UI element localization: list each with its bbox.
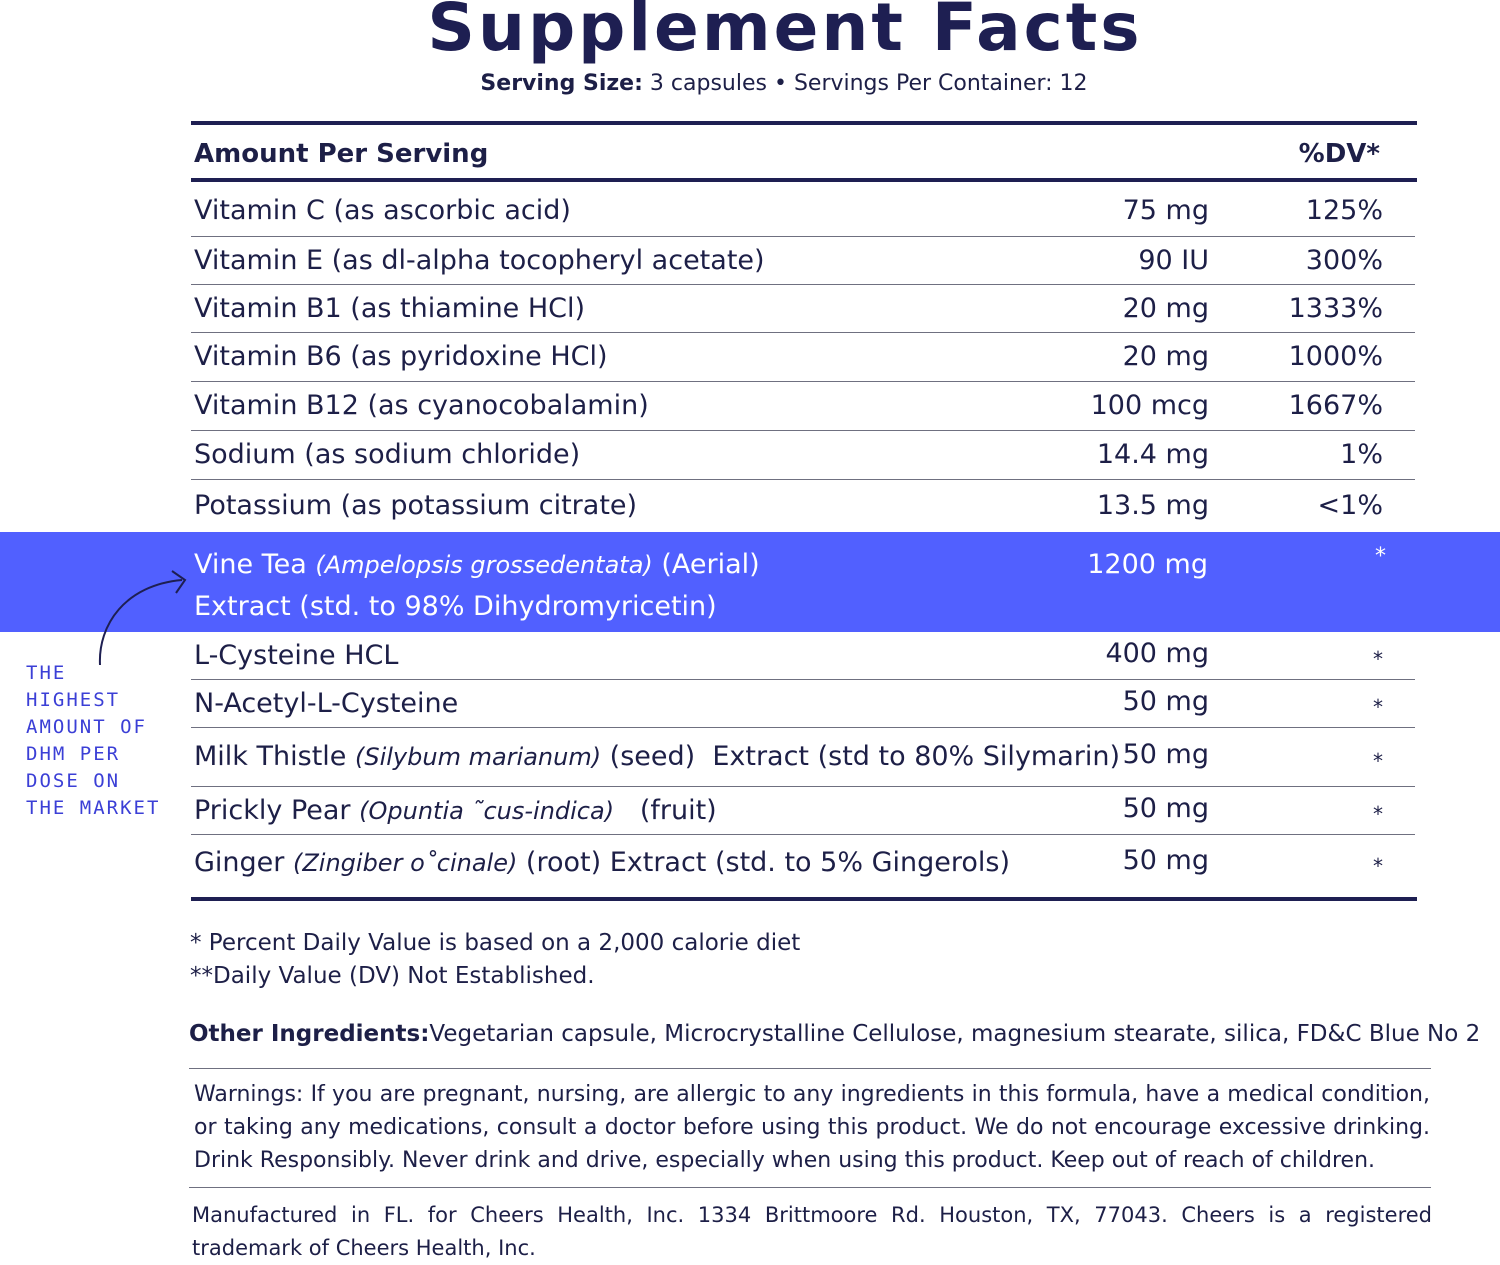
nutrient-dv: 1000% bbox=[1288, 341, 1383, 372]
other-ingredients bbox=[189, 1018, 1480, 1050]
latin-name: (Zingiber o˚cinale) bbox=[292, 849, 518, 877]
highlighted-ingredient-row bbox=[0, 532, 1500, 632]
manufacturer-text: Manufactured in FL. for Cheers Health, Inc. 1334 Brittmoore Rd. Houston, TX, 77043. Cheers is a registered trademark of Cheers Health, Inc. bbox=[192, 1203, 1432, 1260]
nutrient-dv: <1% bbox=[1317, 490, 1383, 521]
ingredient-amount: 50 mg bbox=[1122, 793, 1209, 824]
servings-per-container: Servings Per Container: 12 bbox=[793, 71, 1088, 96]
divider bbox=[189, 1187, 1431, 1188]
ingredient-row bbox=[191, 632, 1415, 680]
serving-size-value: 3 capsules bbox=[649, 71, 767, 96]
ingredient-dv: * bbox=[1375, 544, 1386, 569]
nutrient-name: Vitamin C (as ascorbic acid) bbox=[194, 195, 571, 226]
ingredient-name: Ginger (Zingiber o˚cinale) (root) Extract (std. to 5% Gingerols) bbox=[194, 847, 1010, 878]
nutrient-amount: 13.5 mg bbox=[1096, 490, 1209, 521]
nutrient-row bbox=[191, 431, 1415, 480]
ingredient-name: N-Acetyl-L-Cysteine bbox=[194, 688, 459, 719]
top-rule bbox=[191, 121, 1417, 125]
footnote-dv: * Percent Daily Value is based on a 2,000 calorie diet bbox=[190, 930, 801, 956]
nutrient-dv: 1% bbox=[1340, 439, 1383, 470]
serving-separator: • bbox=[773, 71, 787, 96]
ingredient-name: Milk Thistle (Silybum marianum) (seed) Extract (std to 80% Silymarin) bbox=[194, 741, 1121, 772]
nutrient-amount: 20 mg bbox=[1122, 341, 1209, 372]
side-note: THE HIGHEST AMOUNT OF DHM PER DOSE ON THE MARKET bbox=[26, 662, 161, 819]
nutrient-name: Sodium (as sodium chloride) bbox=[194, 439, 581, 470]
ingredient-row bbox=[191, 728, 1415, 787]
header-rule bbox=[191, 178, 1417, 182]
latin-name: (Ampelopsis grossedentata) bbox=[315, 551, 653, 579]
nutrient-row bbox=[191, 480, 1415, 532]
ingredient-row bbox=[191, 680, 1415, 728]
nutrient-row bbox=[191, 285, 1415, 333]
nutrient-row bbox=[191, 333, 1415, 382]
other-ingredients-label: Other Ingredients: bbox=[189, 1021, 430, 1047]
nutrient-dv: 1333% bbox=[1288, 293, 1383, 324]
nutrient-name: Vitamin B12 (as cyanocobalamin) bbox=[194, 390, 649, 421]
ingredient-amount: 50 mg bbox=[1122, 686, 1209, 717]
nutrient-name: Vitamin B6 (as pyridoxine HCl) bbox=[194, 341, 608, 372]
nutrient-row bbox=[191, 237, 1415, 285]
ingredient-name: L-Cysteine HCL bbox=[194, 640, 399, 671]
nutrient-amount: 75 mg bbox=[1122, 195, 1209, 226]
table-header bbox=[194, 134, 1414, 174]
serving-size-label: Serving Size: bbox=[480, 71, 643, 96]
ingredient-amount: 50 mg bbox=[1122, 845, 1209, 876]
dv-header-label: %DV* bbox=[1298, 139, 1380, 169]
bottom-rule bbox=[191, 897, 1417, 901]
ingredient-name: Vine Tea (Ampelopsis grossedentata) (Aerial) Extract (std. to 98% Dihydromyricetin) bbox=[194, 549, 760, 622]
ingredient-name-line2: Extract (std. to 98% Dihydromyricetin) bbox=[194, 591, 717, 622]
nutrient-row bbox=[191, 382, 1415, 431]
ingredient-row bbox=[191, 787, 1415, 835]
arrow-icon bbox=[90, 565, 200, 670]
nutrient-amount: 90 IU bbox=[1138, 245, 1209, 276]
other-ingredients-text: Vegetarian capsule, Microcrystalline Cellulose, magnesium stearate, silica, FD&C Blue No 2 bbox=[429, 1021, 1481, 1047]
nutrient-dv: 300% bbox=[1305, 245, 1383, 276]
serving-info bbox=[0, 70, 1500, 98]
nutrient-name: Potassium (as potassium citrate) bbox=[194, 490, 638, 521]
nutrient-amount: 14.4 mg bbox=[1096, 439, 1209, 470]
footnote-not-established: **Daily Value (DV) Not Established. bbox=[190, 963, 595, 989]
nutrient-row bbox=[191, 186, 1415, 237]
nutrient-dv: 1667% bbox=[1288, 390, 1383, 421]
ingredient-amount: 400 mg bbox=[1105, 638, 1209, 669]
ingredient-amount: 50 mg bbox=[1122, 739, 1209, 770]
ingredient-dv: * bbox=[1373, 802, 1383, 826]
ingredient-name: Prickly Pear (Opuntia ˜cus-indica) (fruit) bbox=[194, 795, 717, 826]
amount-per-serving-label: Amount Per Serving bbox=[194, 139, 489, 169]
nutrient-amount: 20 mg bbox=[1122, 293, 1209, 324]
warnings-text: Warnings: If you are pregnant, nursing, are allergic to any ingredients in this formula, have a medical condition, or taking any medications, consult a doctor before using this product. We do not encourage excessive drinking. Drink Responsibly. Never drink and drive, especially when using this product. Keep out of reach of children. bbox=[194, 1082, 1430, 1173]
ingredient-dv: * bbox=[1373, 749, 1383, 773]
ingredient-dv: * bbox=[1373, 854, 1383, 878]
page-title: Supplement Facts bbox=[427, 0, 1143, 66]
ingredient-amount: 1200 mg bbox=[1087, 549, 1208, 580]
nutrient-name: Vitamin E (as dl-alpha tocopheryl acetate) bbox=[194, 245, 765, 276]
latin-name: (Silybum marianum) bbox=[354, 743, 602, 771]
ingredient-row bbox=[191, 835, 1415, 890]
nutrient-name: Vitamin B1 (as thiamine HCl) bbox=[194, 293, 586, 324]
ingredient-dv: * bbox=[1373, 695, 1383, 719]
ingredient-dv: * bbox=[1373, 647, 1383, 671]
latin-name: (Opuntia ˜cus-indica) bbox=[359, 797, 615, 825]
nutrient-amount: 100 mcg bbox=[1090, 390, 1209, 421]
divider bbox=[189, 1068, 1431, 1069]
nutrient-dv: 125% bbox=[1305, 195, 1383, 226]
